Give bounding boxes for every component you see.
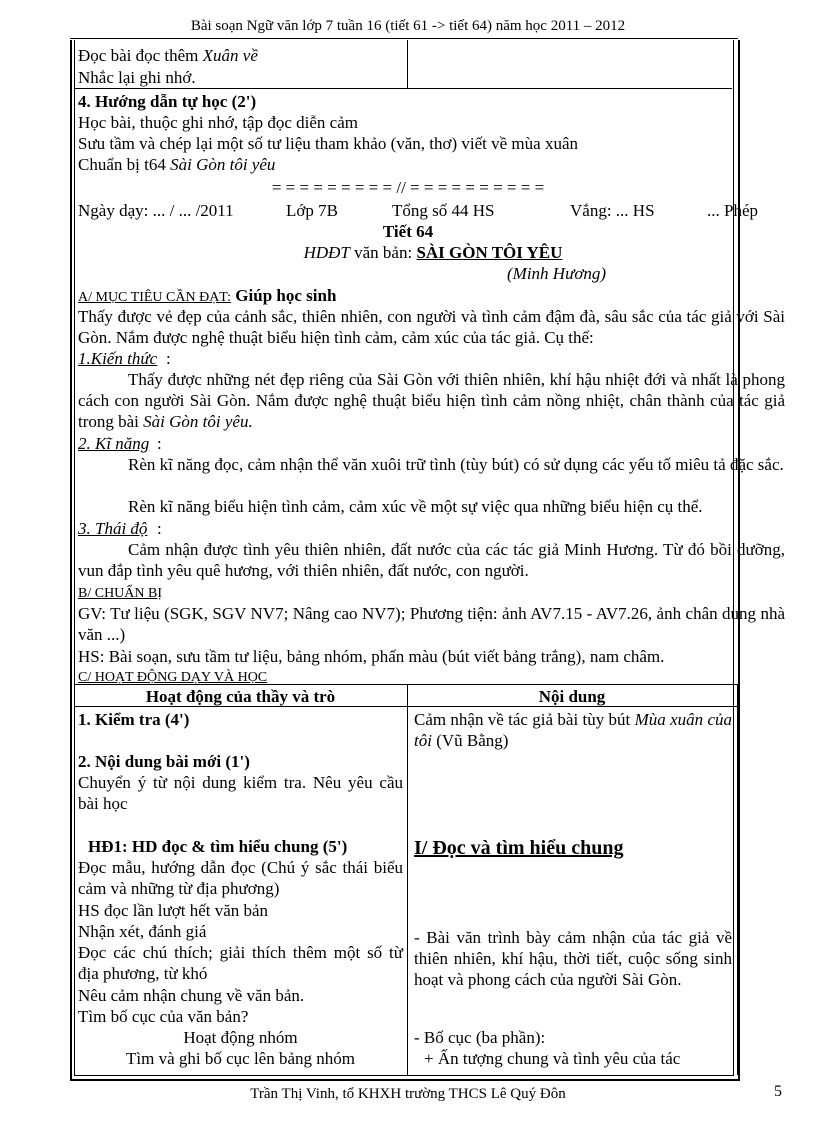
self-study-line-1: Học bài, thuộc ghi nhớ, tập đọc diễn cảm bbox=[78, 113, 358, 132]
right-section-1: I/ Đọc và tìm hiểu chung bbox=[414, 837, 624, 859]
text-author: (Minh Hương) bbox=[507, 264, 607, 283]
top-table-divider bbox=[407, 40, 408, 88]
top-table-row1: Đọc bài đọc thêm Xuân về bbox=[78, 46, 258, 65]
class-name: Lớp 7B bbox=[286, 201, 338, 220]
left-notes: Đọc các chú thích; giải thích thêm một số từ địa phương, từ khó bbox=[78, 943, 403, 983]
top-table-row2: Nhắc lại ghi nhớ. bbox=[78, 68, 196, 87]
left-transition: Chuyển ý từ nội dung kiểm tra. Nêu yêu cầu bài học bbox=[78, 773, 403, 813]
attitude-text: Cảm nhận được tình yêu thiên nhiên, đất nước của các tác giả Minh Hương. Từ đó bồi dưỡng, vun đắp tình yêu quê hương, với thiên nhiên, đất nước, con người. bbox=[78, 540, 785, 580]
knowledge-colon: : bbox=[166, 349, 171, 368]
left-new-lesson: 2. Nội dung bài mới (1') bbox=[78, 752, 250, 771]
total-students: Tổng số 44 HS bbox=[392, 201, 495, 220]
activities-right-edge bbox=[737, 684, 738, 1075]
preparation-students: HS: Bài soạn, sưu tầm tư liệu, bảng nhóm, phấn màu (bút viết bảng trắng), nam châm. bbox=[78, 647, 665, 666]
activities-col-teacher: Hoạt động của thầy và trò bbox=[145, 687, 336, 706]
separator: = = = = = = = = = // = = = = = = = = = = bbox=[271, 178, 545, 197]
knowledge-text: Thấy được những nét đẹp riêng của Sài Gòn với thiên nhiên, khí hậu nhiệt đới và nhất là phong cách con người Sài Gòn. Nắm được nghệ thuật biểu hiện tình cảm nồng nhiệt, chân thành của tác giả trong bài Sài Gòn tôi yêu. bbox=[78, 370, 785, 431]
right-part-1: + Ấn tượng chung và tình yêu của tác bbox=[424, 1049, 681, 1068]
teaching-date: Ngày dạy: ... / ... /2011 bbox=[78, 201, 234, 220]
knowledge-heading: 1.Kiến thức bbox=[78, 349, 158, 368]
left-feeling: Nêu cảm nhận chung về văn bản. bbox=[78, 986, 305, 1005]
page-number: 5 bbox=[774, 1083, 782, 1100]
self-study-heading: 4. Hướng dẫn tự học (2') bbox=[78, 92, 257, 111]
lesson-title: Tiết 64 bbox=[382, 222, 434, 241]
page-footer: Trần Thị Vinh, tổ KHXH trường THCS Lê Quý Đôn bbox=[250, 1086, 566, 1102]
objectives-intro: Thấy được vẻ đẹp của cảnh sắc, thiên nhiên, con người và tình cảm đậm đà, sâu sắc của tác giả với Sài Gòn. Nắm được nghệ thuật biểu hiện tình cảm, cảm xúc của tác giả. Cụ thể: bbox=[78, 307, 785, 347]
preparation-heading: B/ CHUẨN BỊ bbox=[78, 586, 163, 601]
left-group-task: Tìm và ghi bố cục lên bảng nhóm bbox=[126, 1049, 355, 1068]
page-header: Bài soạn Ngữ văn lớp 7 tuần 16 (tiết 61 -> tiết 64) năm học 2011 – 2012 bbox=[190, 18, 626, 34]
skills-text-1: Rèn kĩ năng đọc, cảm nhận thể văn xuôi trữ tình (tùy bút) có sử dụng các yếu tố miêu tả đặc sắc. bbox=[128, 455, 784, 474]
top-table-bottom bbox=[74, 88, 732, 89]
self-study-line-2: Sưu tầm và chép lại một số tư liệu tham khảo (văn, thơ) viết về mùa xuân bbox=[78, 134, 578, 153]
preparation-teacher: GV: Tư liệu (SGK, SGV NV7; Nâng cao NV7); Phương tiện: ảnh AV7.15 - AV7.26, ảnh chân dung nhà văn ...) bbox=[78, 604, 785, 644]
right-layout: - Bố cục (ba phần): bbox=[414, 1028, 546, 1047]
left-hd1: HĐ1: HD đọc & tìm hiểu chung (5') bbox=[88, 837, 348, 856]
header-rule bbox=[70, 38, 738, 39]
absent-count: Vắng: ... HS bbox=[570, 201, 655, 220]
self-study-prep: Chuẩn bị t64 Sài Gòn tôi yêu bbox=[78, 155, 276, 174]
left-check: 1. Kiểm tra (4') bbox=[78, 710, 190, 729]
activities-table-top bbox=[74, 684, 738, 685]
right-check-question: Cảm nhận về tác giả bài tùy bút Mùa xuân của tôi (Vũ Bằng) bbox=[414, 710, 732, 750]
skills-heading: 2. Kĩ năng bbox=[78, 434, 150, 453]
left-group: Hoạt động nhóm bbox=[183, 1028, 298, 1047]
skills-colon: : bbox=[157, 434, 162, 453]
left-hs-read: HS đọc lần lượt hết văn bản bbox=[78, 901, 269, 920]
permitted-count: ... Phép bbox=[707, 201, 758, 220]
activities-col-content: Nội dung bbox=[538, 687, 606, 706]
left-layout-question: Tìm bố cục của văn bản? bbox=[78, 1007, 249, 1026]
attitude-heading: 3. Thái độ bbox=[78, 519, 148, 538]
attitude-colon: : bbox=[157, 519, 162, 538]
text-title: HDĐT văn bản: SÀI GÒN TÔI YÊU bbox=[303, 243, 563, 262]
left-read-sample: Đọc mẫu, hướng dẫn đọc (Chú ý sắc thái biểu cảm và những từ địa phương) bbox=[78, 858, 403, 898]
activities-heading: C/ HOẠT ĐỘNG DẠY VÀ HỌC bbox=[78, 670, 268, 685]
activities-col-divider bbox=[407, 684, 408, 1075]
left-evaluate: Nhận xét, đánh giá bbox=[78, 922, 207, 941]
objectives-heading: A/ MỤC TIÊU CẦN ĐẠT: Giúp học sinh bbox=[78, 286, 337, 305]
right-summary: - Bài văn trình bày cảm nhận của tác giả về thiên nhiên, khí hậu, thời tiết, cuộc sống sinh hoạt và phong cách của người Sài Gòn. bbox=[414, 928, 732, 989]
skills-text-2: Rèn kĩ năng biểu hiện tình cảm, cảm xúc về một sự việc qua những biểu hiện cụ thể. bbox=[128, 497, 703, 516]
